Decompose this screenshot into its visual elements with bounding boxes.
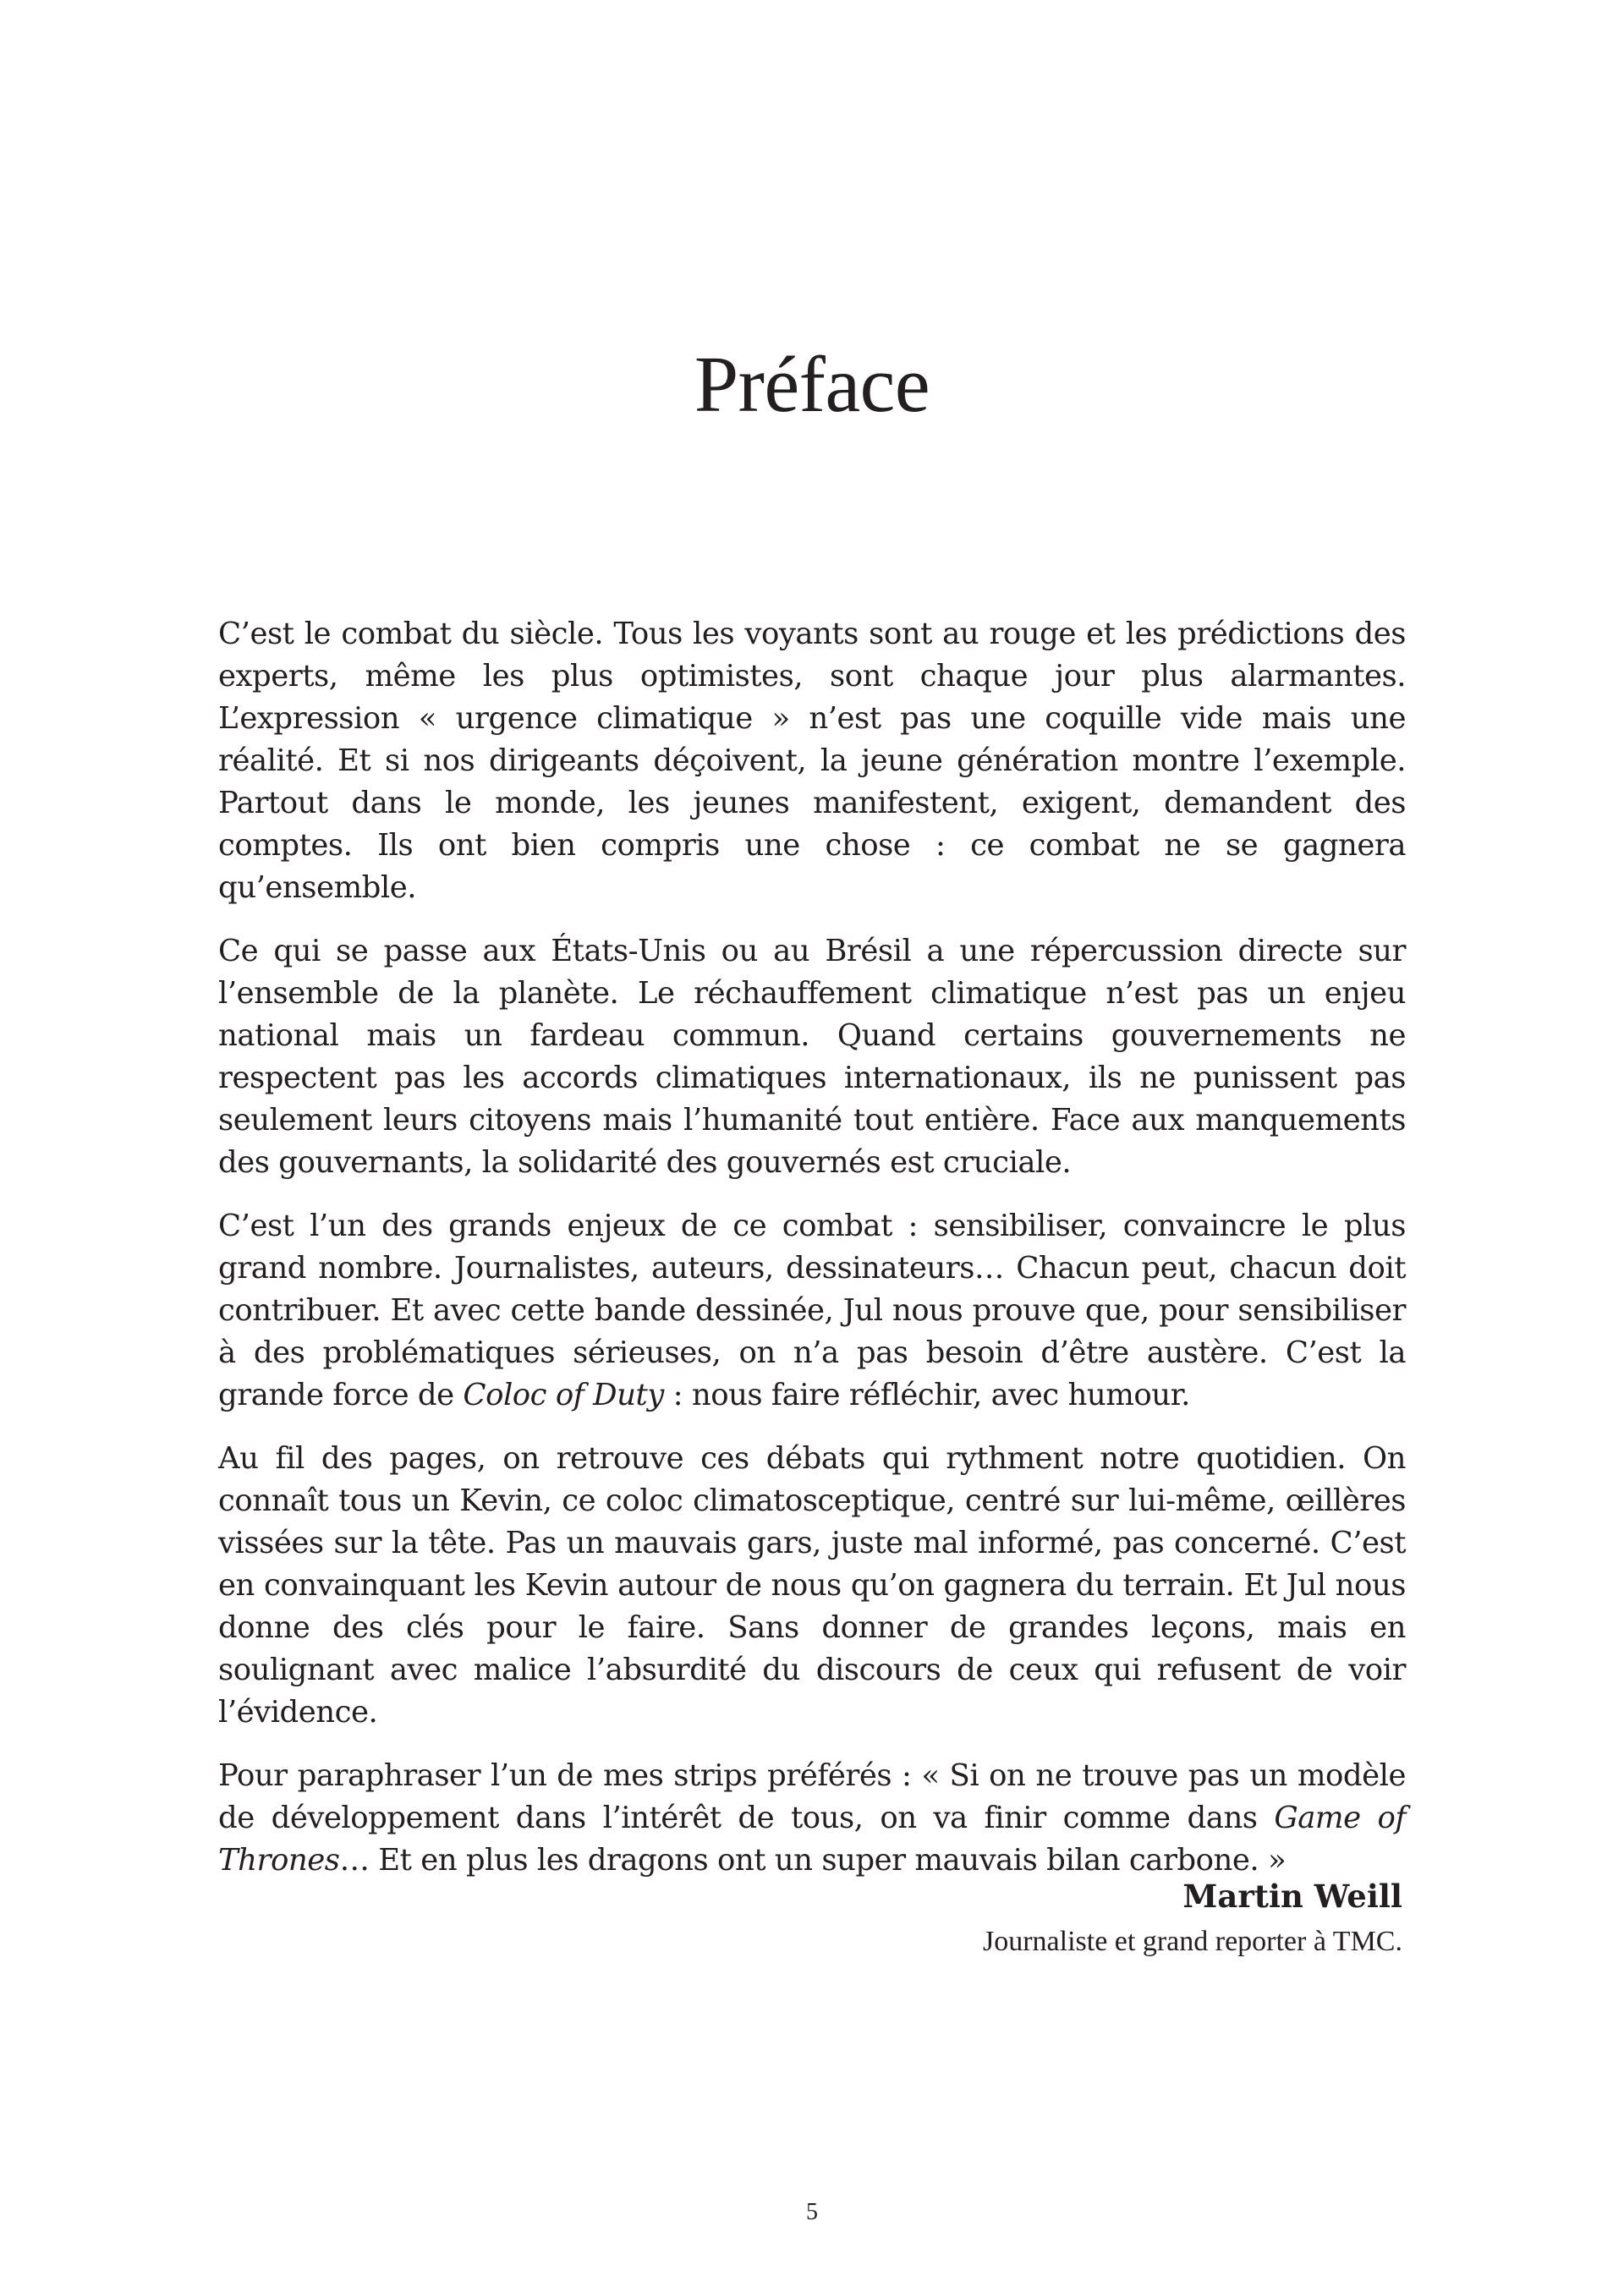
paragraph-4: Au fil des pages, on retrouve ces débats qui rythment notre quotidien. On connaît tous un Kevin, ce coloc climatosceptique, centré sur lui-même, œillères vissées sur la tête. Pas un mauvais gars, juste mal informé, pas concerné. C’est en convainquant les Kevin autour de nous qu’on gagnera du terrain. Et Jul nous donne des clés pour le faire. Sans donner de grandes leçons, mais en soulignant avec malice l’absurdité du discours de ceux qui refusent de voir l’évidence. [218,1441,1406,1730]
book-title-coloc-of-duty: Coloc of Duty [463,1378,664,1412]
paragraph-2: Ce qui se passe aux États-Unis ou au Brésil a une répercussion directe sur l’ensemble de la planète. Le réchauffement climatique n’est pas un enjeu national mais un fardeau commun. Quand certains gouvernements ne respectent pas les accords climatiques internationaux, ils ne punissent pas seulement leurs citoyens mais l’humanité tout entière. Face aux manquements des gouvernants, la solidarité des gouvernés est cruciale. [218,934,1406,1180]
paragraph-3 [218,1205,1406,1417]
preface-body [218,613,1406,1903]
paragraph-1: C’est le combat du siècle. Tous les voyants sont au rouge et les prédictions des experts, même les plus optimistes, sont chaque jour plus alarmantes. L’expression « urgence climatique » n’est pas une coquille vide mais une réalité. Et si nos dirigeants déçoivent, la jeune génération montre l’exemple. Partout dans le monde, les jeunes manifestent, exigent, demandent des comptes. Ils ont bien compris une chose : ce combat ne se gagnera qu’ensemble. [218,617,1406,905]
author-name: Martin Weill [1182,1878,1402,1915]
author-role: Journaliste et grand reporter à TMC. [982,1926,1402,1957]
paragraph-5-text-after: … Et en plus les dragons ont un super mauvais bilan carbone. » [339,1843,1287,1878]
paragraph-3-text-after: : nous faire réfléchir, avec humour. [663,1378,1190,1412]
signature-block [983,1873,1402,1965]
paragraph-5 [218,1755,1406,1882]
paragraph-5-text-before: Pour paraphraser l’un de mes strips préférés : « Si on ne trouve pas un modèle de développement dans l’intérêt de tous, on va finir comme dans [218,1758,1406,1835]
page-number: 5 [806,2199,818,2225]
paragraph-3-text-before: C’est l’un des grands enjeux de ce combat : sensibiliser, convaincre le plus grand nombre. Journalistes, auteurs, dessinateurs… Chacun peut, chacun doit contribuer. Et avec cette bande dessinée, Jul nous prouve que, pour sensibiliser à des problématiques sérieuses, on n’a pas besoin d’être austère. C’est la grande force de [218,1209,1406,1412]
page-title: Préface [694,341,930,429]
show-title-game-of-thrones: Game of Thrones [218,1801,1406,1878]
